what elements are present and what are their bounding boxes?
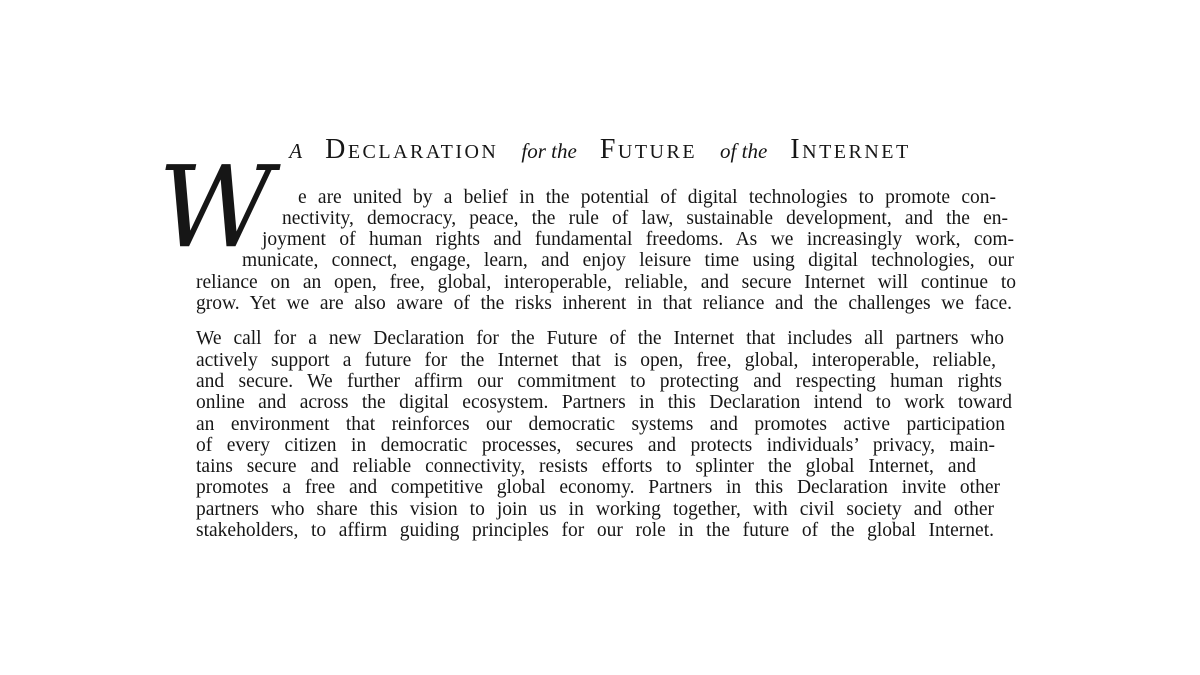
title-article: A [289, 139, 303, 163]
title-word-internet: Internet [790, 134, 911, 165]
paragraph-1-line: reliance on an open, free, global, interoperable, reliable, and secure Internet will continue to [196, 272, 1016, 293]
paragraph-2-line: online and across the digital ecosystem. Partners in this Declaration intend to work toward [196, 392, 1012, 413]
paragraph-2-line: We call for a new Declaration for the Future of the Internet that includes all partners who [196, 328, 1004, 349]
paragraph-2-line: and secure. We further affirm our commitment to protecting and respecting human rights [196, 371, 1002, 392]
paragraph-1-line: e are united by a belief in the potential of digital technologies to promote con- [298, 187, 996, 208]
paragraph-1-line: grow. Yet we are also aware of the risks inherent in that reliance and the challenges we face. [196, 293, 1012, 314]
title-word-declaration: Declaration [325, 134, 499, 165]
paragraph-1-line: municate, connect, engage, learn, and enjoy leisure time using digital technologies, our [242, 250, 1014, 271]
title-connector-of-the: of the [720, 139, 768, 163]
paragraph-1-line: nectivity, democracy, peace, the rule of law, sustainable development, and the en- [282, 208, 1008, 229]
paragraph-1-line: joyment of human rights and fundamental freedoms. As we increasingly work, com- [262, 229, 1014, 250]
paragraph-2-line: stakeholders, to affirm guiding principles for our role in the future of the global Internet. [196, 520, 994, 541]
paragraph-2-line: partners who share this vision to join us in working together, with civil society and other [196, 499, 994, 520]
paragraph-2-line: of every citizen in democratic processes, secures and protects individuals’ privacy, main- [196, 435, 995, 456]
paragraph-2-line: actively support a future for the Internet that is open, free, global, interoperable, reliable, [196, 350, 996, 371]
title-connector-for-the: for the [521, 139, 577, 163]
paragraph-2-line: an environment that reinforces our democratic systems and promotes active participation [196, 414, 1005, 435]
paragraph-2-line: promotes a free and competitive global economy. Partners in this Declaration invite other [196, 477, 1000, 498]
paragraph-2-line: tains secure and reliable connectivity, resists efforts to splinter the global Internet, and [196, 456, 976, 477]
drop-cap: W [158, 143, 270, 273]
title-word-future: Future [599, 134, 698, 165]
